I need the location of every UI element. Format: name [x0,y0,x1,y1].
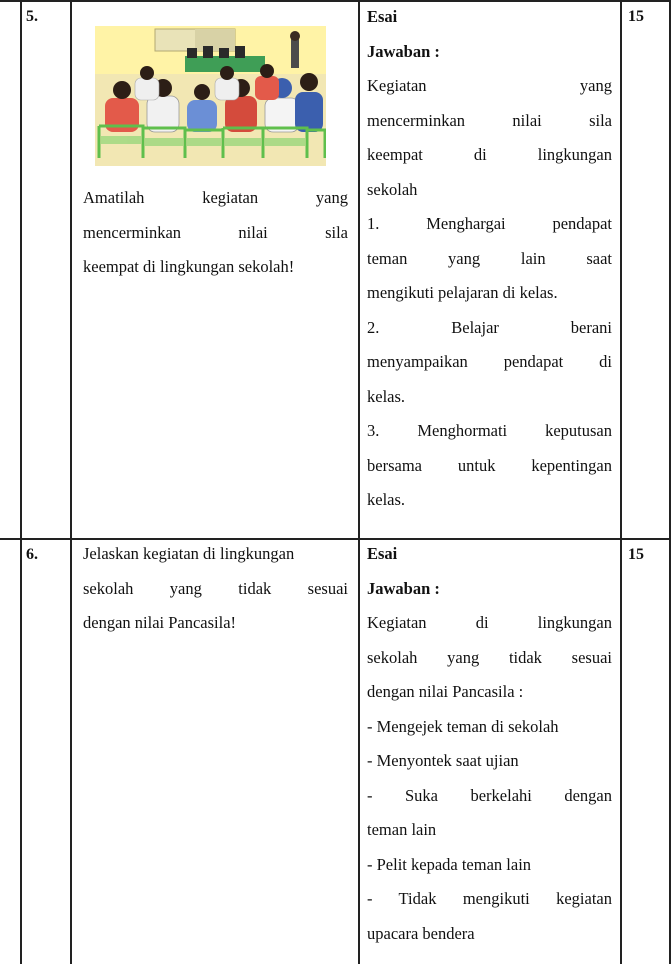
answer-line: menyampaikan pendapat di [367,352,612,371]
row-5-number: 5. [26,8,38,25]
answer-line: upacara bendera [367,923,475,943]
question-line: mencerminkan nilai sila [83,222,348,242]
question-line: dengan nilai Pancasila! [83,613,237,632]
answer-line: teman yang lain saat [367,248,612,268]
answer-line: - Mengejek teman di sekolah [367,716,559,736]
answer-line: - Menyontek saat ujian [367,751,519,770]
question-line: keempat di lingkungan sekolah! [83,257,295,276]
answer-line: Kegiatan yang [367,76,612,95]
table-border-col3 [620,0,622,964]
answer-type: Esai [367,544,398,563]
answer-line: mengikuti pelajaran di kelas. [367,283,558,302]
row-5-answer [367,0,612,518]
answer-line: - Pelit kepada teman lain [367,854,532,874]
row-6-answer [367,537,612,951]
answer-line: 2. Belajar berani [367,317,612,337]
question-line: Amatilah kegiatan yang [83,188,348,207]
answer-line: mencerminkan nilai sila [367,110,612,130]
table-border-col1 [70,0,72,964]
answer-heading: Jawaban : [367,578,440,598]
answer-line: - Tidak mengikuti kegiatan [367,889,612,908]
row-5-question [83,181,348,285]
answer-line: 1. Menghargai pendapat [367,214,612,233]
row-6-score: 15 [628,546,644,563]
answer-line: keempat di lingkungan [367,145,612,164]
answer-heading: Jawaban : [367,41,440,61]
answer-type: Esai [367,7,398,26]
answer-line: dengan nilai Pancasila : [367,682,524,701]
answer-line: - Suka berkelahi dengan [367,785,612,805]
answer-line: sekolah [367,179,418,199]
table-border-left [20,0,22,964]
question-line: sekolah yang tidak sesuai [83,578,348,598]
answer-line: kelas. [367,386,406,406]
row-5-score: 15 [628,8,644,25]
answer-line: teman lain [367,820,437,839]
classroom-meeting-illustration [95,26,326,166]
answer-line: kelas. [367,490,406,509]
row-6-question [83,537,348,641]
answer-line: Kegiatan di lingkungan [367,613,612,632]
table-border-col2 [358,0,360,964]
answer-line: 3. Menghormati keputusan [367,421,612,440]
answer-line: bersama untuk kepentingan [367,455,612,475]
question-line: Jelaskan kegiatan di lingkungan [83,544,295,563]
answer-line: sekolah yang tidak sesuai [367,647,612,667]
row-6-number: 6. [26,546,38,563]
